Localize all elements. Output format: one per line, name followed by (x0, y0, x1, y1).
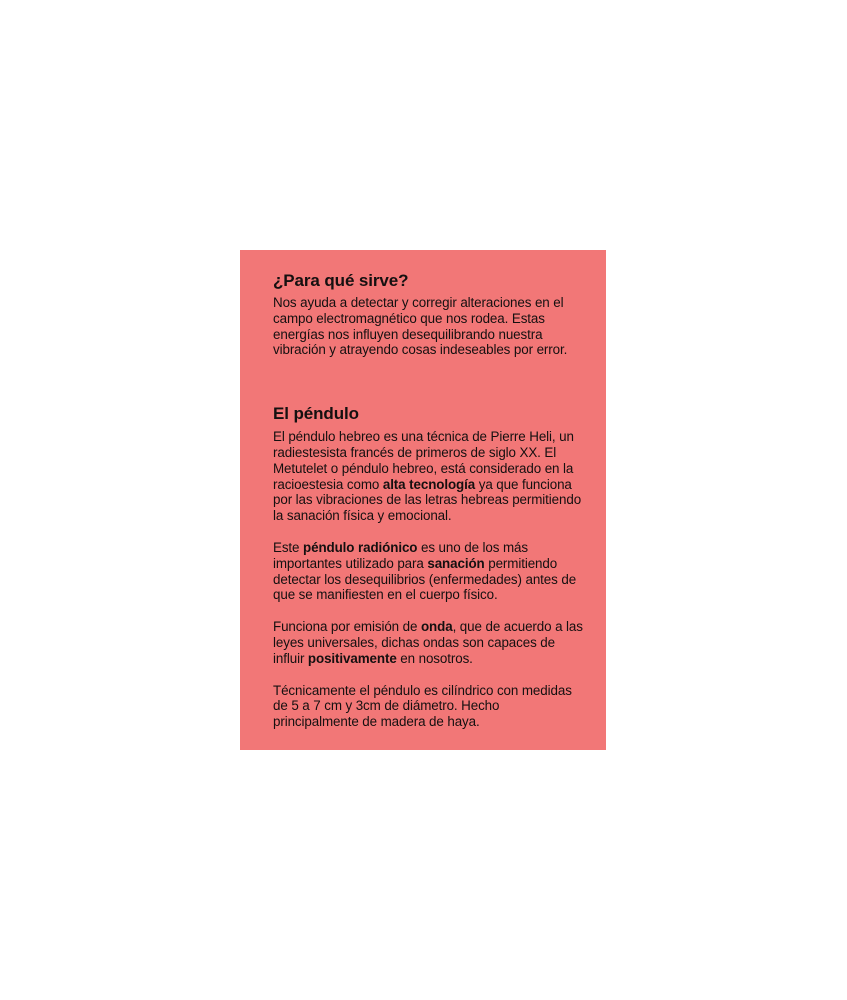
text-run: Funciona por emisión de (273, 619, 421, 635)
bold-term: péndulo radiónico (303, 539, 418, 555)
section-title-purpose: ¿Para qué sirve? (273, 271, 409, 290)
text-run: en nosotros. (396, 650, 473, 666)
text-run: es uno de los más importantes utilizado para (273, 539, 528, 571)
text-run: Este (273, 539, 304, 555)
text-run: El péndulo hebreo es una técnica de Pierre Heli, un radiestesista francés de primeros de siglo XX. El Metutelet o péndulo hebreo, está considerado en la racioestesia como (273, 429, 574, 492)
pendulum-paragraph-specs: Técnicamente el péndulo es cilíndrico con medidas de 5 a 7 cm y 3cm de diámetro. Hecho principalmente de madera de haya. (273, 682, 572, 730)
bold-term: alta tecnología (382, 476, 476, 492)
text-run: permitiendo detectar los desequilibrios (enfermedades) antes de que se manifiesten en el cuerpo físico. (273, 555, 577, 603)
text-run: , que de acuerdo a las leyes universales, dichas ondas son capaces de influir (273, 619, 583, 666)
bold-term: onda (420, 619, 453, 635)
bold-term: positivamente (307, 650, 397, 666)
bold-term: sanación (427, 555, 485, 571)
pendulum-paragraph-origin (273, 429, 586, 524)
text-run: ya que funciona por las vibraciones de las letras hebreas permitiendo la sanación física y emocional. (273, 476, 582, 524)
info-card (240, 250, 606, 750)
purpose-paragraph: Nos ayuda a detectar y corregir alteraciones en el campo electromagnético que nos rodea. Estas energías nos influyen desequilibrando nuestra vibración y atrayendo cosas indeseables por error. (273, 295, 568, 358)
pendulum-paragraph-wave (273, 619, 586, 666)
section-title-pendulum: El péndulo (273, 404, 359, 424)
pendulum-paragraph-radionic (273, 540, 586, 603)
